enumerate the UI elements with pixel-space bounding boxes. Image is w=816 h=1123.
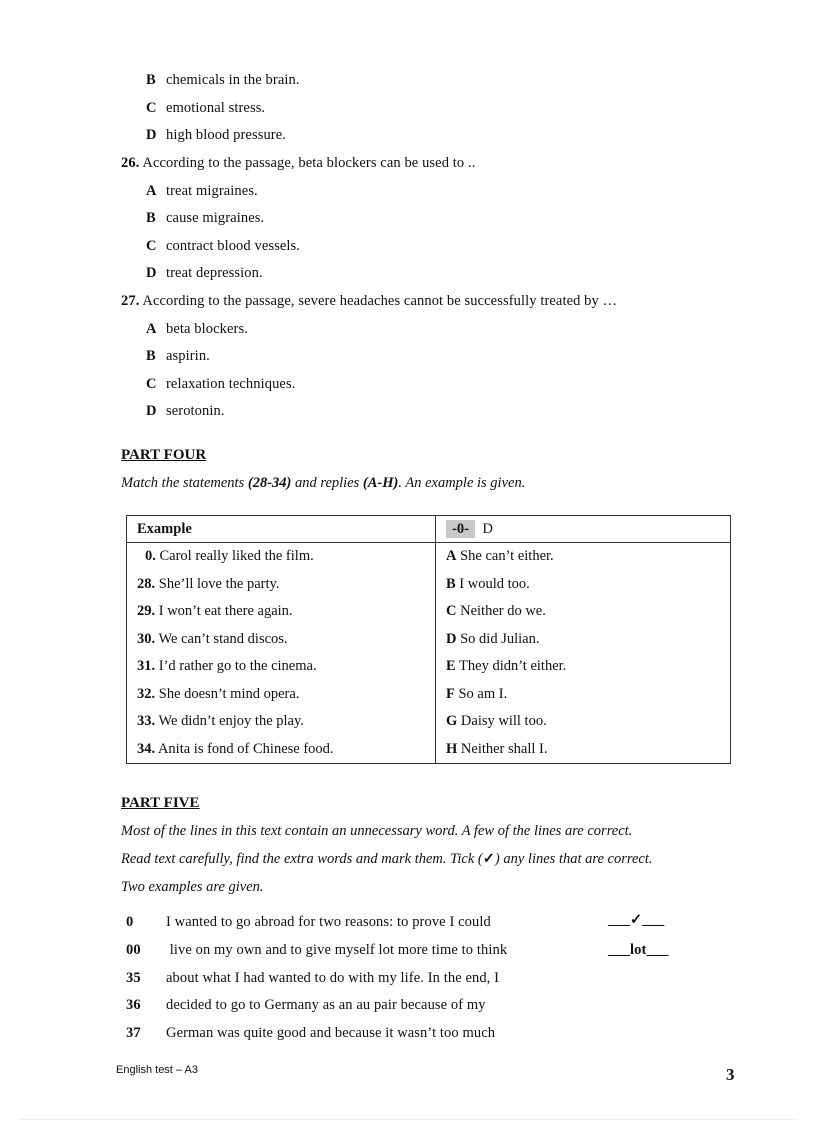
option-letter: B xyxy=(146,348,156,364)
line-number: 00 xyxy=(126,942,141,958)
statement-cell xyxy=(127,708,436,736)
reply-letter: E xyxy=(446,658,456,675)
statement-text: I’d rather go to the cinema. xyxy=(158,658,317,675)
reply-text: She can’t either. xyxy=(460,548,554,565)
q27-option-a xyxy=(146,321,248,338)
statement-cell xyxy=(127,571,436,599)
question-text: According to the passage, beta blockers can be used to .. xyxy=(142,155,476,171)
statement-cell xyxy=(127,598,436,626)
reply-text: I would too. xyxy=(459,575,530,592)
reply-cell xyxy=(436,736,731,764)
statement-cell xyxy=(127,543,436,571)
q27-option-b xyxy=(146,348,210,365)
option-text: beta blockers. xyxy=(166,321,248,337)
option-text: cause migraines. xyxy=(166,210,265,226)
option-letter: D xyxy=(146,403,157,419)
reply-text: They didn’t either. xyxy=(459,658,567,675)
option-text: relaxation techniques. xyxy=(166,376,296,392)
part-five-instructions-line2 xyxy=(121,851,653,868)
statement-cell xyxy=(127,736,436,764)
line-text: about what I had wanted to do with my life. In the end, I xyxy=(166,970,500,986)
part-four-instructions xyxy=(121,475,525,492)
statement-text: She’ll love the party. xyxy=(158,575,280,592)
option-letter: D xyxy=(146,127,157,143)
example-answer-cell xyxy=(436,516,731,543)
question-27 xyxy=(121,293,617,310)
example-answer: D xyxy=(482,520,494,537)
reply-letter: C xyxy=(446,603,457,620)
statement-number: 32. xyxy=(137,685,156,702)
text-line-35 xyxy=(126,970,499,987)
statement-number: 30. xyxy=(137,630,156,647)
part-five-heading: PART FIVE xyxy=(121,795,200,811)
statement-cell xyxy=(127,626,436,654)
option-letter: C xyxy=(146,238,157,254)
table-row xyxy=(127,598,731,626)
reply-letter: B xyxy=(446,575,456,592)
text-line-00 xyxy=(126,942,507,959)
reply-cell xyxy=(436,543,731,571)
page-divider xyxy=(20,1119,796,1120)
option-text: treat migraines. xyxy=(166,183,258,199)
option-letter: A xyxy=(146,183,157,199)
option-letter: A xyxy=(146,321,157,337)
line-text: decided to go to Germany as an au pair because of my xyxy=(166,997,486,1013)
line-answer: ___lot___ xyxy=(608,942,669,958)
line-number: 37 xyxy=(126,1025,141,1041)
question-text: According to the passage, severe headaches cannot be successfully treated by … xyxy=(142,293,618,309)
option-text: high blood pressure. xyxy=(166,127,286,143)
question-number: 26. xyxy=(121,155,140,171)
part-four-heading: PART FOUR xyxy=(121,447,207,463)
line-number: 36 xyxy=(126,997,141,1013)
table-row xyxy=(127,653,731,681)
option-text: treat depression. xyxy=(166,265,263,281)
instr-part: . An example is given. xyxy=(398,475,526,491)
example-badge: -0- xyxy=(446,520,475,538)
instr-part: ) any lines that are correct. xyxy=(494,851,653,867)
q25-option-c xyxy=(146,100,265,117)
line-text: live on my own and to give myself lot more time to think xyxy=(166,942,508,958)
table-row xyxy=(127,543,731,571)
q26-option-d xyxy=(146,265,263,282)
q27-option-d xyxy=(146,403,225,420)
statement-text: I won’t eat there again. xyxy=(158,603,293,620)
option-text: aspirin. xyxy=(166,348,210,364)
example-label-cell xyxy=(127,516,436,543)
q25-option-d xyxy=(146,127,286,144)
statement-number: 29. xyxy=(137,603,156,620)
text-line-0 xyxy=(126,914,491,931)
q27-option-c xyxy=(146,376,295,393)
line-number: 0 xyxy=(126,914,134,930)
instr-part: Read text carefully, find the extra words and mark them. Tick ( xyxy=(121,851,483,867)
page-number: 3 xyxy=(726,1065,735,1084)
q26-option-c xyxy=(146,238,300,255)
statement-text: Anita is fond of Chinese food. xyxy=(157,740,334,757)
table-row xyxy=(127,708,731,736)
reply-letter: A xyxy=(446,548,457,565)
reply-cell xyxy=(436,571,731,599)
statement-number: 34. xyxy=(137,740,156,757)
option-text: emotional stress. xyxy=(166,100,266,116)
statement-number: 0. xyxy=(145,548,156,565)
instr-range: (28-34) xyxy=(247,475,292,491)
statement-text: She doesn’t mind opera. xyxy=(158,685,300,702)
text-line-37 xyxy=(126,1025,495,1042)
reply-letter: H xyxy=(446,740,458,757)
option-letter: D xyxy=(146,265,157,281)
reply-letter: G xyxy=(446,713,458,730)
line-answer: ___✓___ xyxy=(608,912,665,928)
statement-number: 31. xyxy=(137,658,156,675)
statement-text: We didn’t enjoy the play. xyxy=(158,713,304,730)
reply-text: Neither shall I. xyxy=(460,740,548,757)
tick-icon: ✓ xyxy=(482,851,495,867)
option-text: serotonin. xyxy=(166,403,225,419)
line-text: German was quite good and because it wasn’t too much xyxy=(166,1025,496,1041)
reply-cell xyxy=(436,708,731,736)
table-row xyxy=(127,736,731,764)
q25-option-b xyxy=(146,72,300,89)
statement-text: We can’t stand discos. xyxy=(158,630,288,647)
statement-cell xyxy=(127,681,436,709)
table-row xyxy=(127,681,731,709)
reply-letter: F xyxy=(446,685,455,702)
example-row xyxy=(127,516,731,543)
matching-table xyxy=(126,515,731,764)
statement-cell xyxy=(127,653,436,681)
table-row xyxy=(127,626,731,654)
line-text: I wanted to go abroad for two reasons: to prove I could xyxy=(166,914,491,930)
statement-text: Carol really liked the film. xyxy=(159,548,314,565)
reply-cell xyxy=(436,626,731,654)
reply-text: Neither do we. xyxy=(460,603,546,620)
line-number: 35 xyxy=(126,970,141,986)
statement-number: 33. xyxy=(137,713,156,730)
option-letter: B xyxy=(146,72,156,88)
part-five-instructions-line1: Most of the lines in this text contain an unnecessary word. A few of the lines are correct. xyxy=(121,823,633,839)
reply-cell xyxy=(436,681,731,709)
reply-letter: D xyxy=(446,630,457,647)
instr-range: (A-H) xyxy=(362,475,399,491)
part-five-instructions-line3: Two examples are given. xyxy=(121,879,264,895)
statement-number: 28. xyxy=(137,575,156,592)
question-26 xyxy=(121,155,475,172)
option-letter: C xyxy=(146,100,157,116)
reply-cell xyxy=(436,653,731,681)
text-line-36 xyxy=(126,997,486,1014)
option-letter: C xyxy=(146,376,157,392)
reply-cell xyxy=(436,598,731,626)
q26-option-a xyxy=(146,183,258,200)
table-row xyxy=(127,571,731,599)
reply-text: Daisy will too. xyxy=(460,713,547,730)
option-text: chemicals in the brain. xyxy=(166,72,300,88)
reply-text: So did Julian. xyxy=(460,630,540,647)
example-label: Example xyxy=(137,520,192,537)
q26-option-b xyxy=(146,210,264,227)
instr-part: and replies xyxy=(291,475,363,491)
question-number: 27. xyxy=(121,293,140,309)
reply-text: So am I. xyxy=(458,685,508,702)
option-text: contract blood vessels. xyxy=(166,238,300,254)
instr-part: Match the statements xyxy=(121,475,248,491)
option-letter: B xyxy=(146,210,156,226)
footer-test-label: English test – A3 xyxy=(116,1064,198,1076)
